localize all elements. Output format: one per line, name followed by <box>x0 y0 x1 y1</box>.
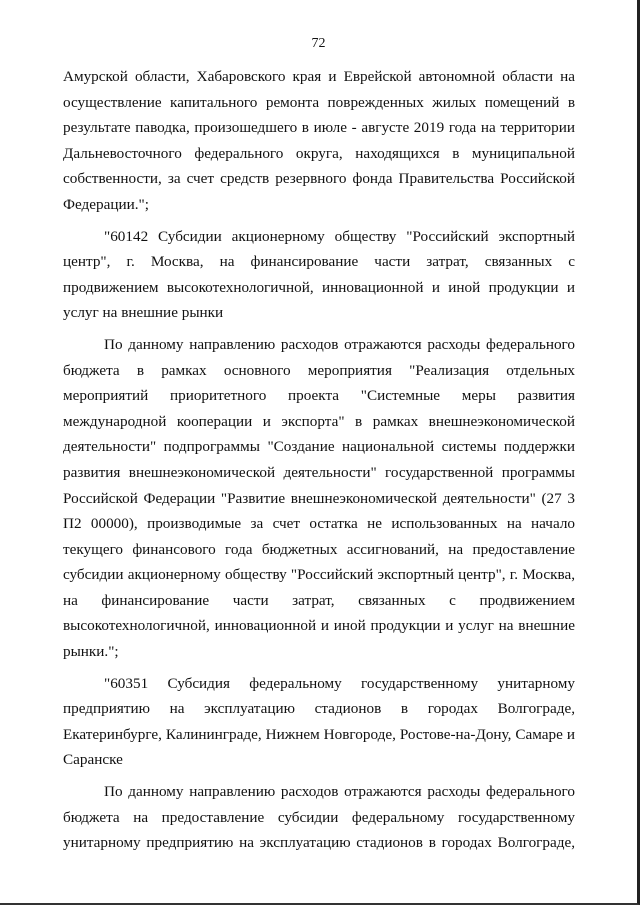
paragraph-continuation: Амурской области, Хабаровского края и Еврейской автономной области на осуществление капитального ремонта поврежденных жилых помещений в результате паводка, произошедшего в июле - августе 2019 года на территории Дальневосточного федерального округа, находящихся в муниципальной собственности, за счет средств резервного фонда Правительства Российской Федерации."; <box>63 68 575 213</box>
paragraph-60142-description: По данному направлению расходов отражаются расходы федерального бюджета в рамках основного мероприятия "Реализация отдельных мероприятий приоритетного проекта "Системные меры развития международной кооперации и экспорта" в рамках внешнеэкономической деятельности" подпрограммы "Создание национальной системы поддержки развития внешнеэкономической деятельности" государственной программы Российской Федерации "Развитие внешнеэкономической деятельности" (27 3 П2 00000), производимые за счет остатка не использованных на начало текущего финансового года бюджетных ассигнований, на предоставление субсидии акционерному обществу "Российский экспортный центр", г. Москва, на финансирование части затрат, связанных с продвижением высокотехнологичной, инновационной и иной продукции и услуг на внешние рынки."; <box>63 335 575 661</box>
paragraph-60351-description: По данному направлению расходов отражаются расходы федерального бюджета на предоставление субсидии федеральному государственному унитарному предприятию на эксплуатацию стадионов в городах Волгограде, <box>63 783 575 852</box>
paragraph-60351-heading: "60351 Субсидия федеральному государственному унитарному предприятию на эксплуатацию стадионов в городах Волгограде, Екатеринбурге, Калининграде, Нижнем Новгороде, Ростове-на-Дону, Самаре и Саранске <box>63 674 575 769</box>
page-number: 72 <box>311 36 326 51</box>
document-body <box>63 64 575 856</box>
paragraph-60142-heading: "60142 Субсидии акционерному обществу "Российский экспортный центр", г. Москва, на финансирование части затрат, связанных с продвижением высокотехнологичной, инновационной и иной продукции и услуг на внешние рынки <box>63 227 575 322</box>
